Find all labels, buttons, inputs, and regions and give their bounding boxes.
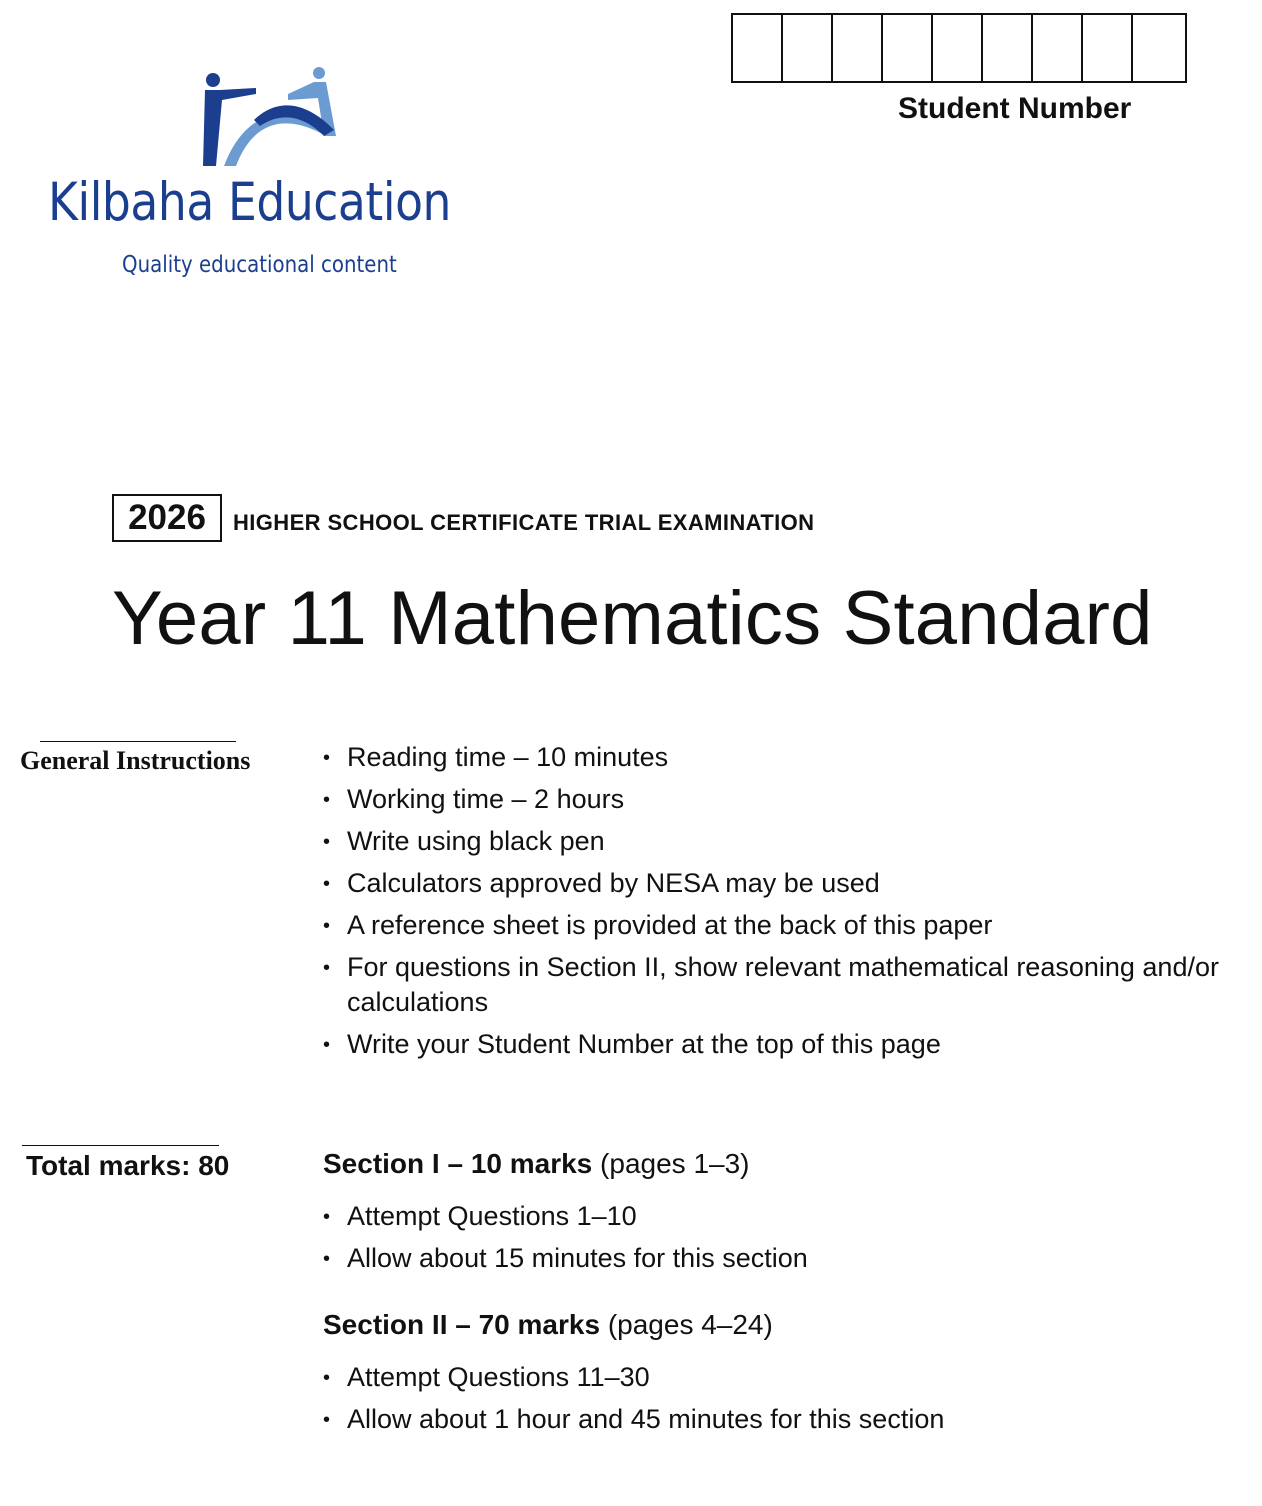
student-number-cell[interactable] bbox=[833, 15, 883, 81]
brand-name: Kilbaha Education bbox=[48, 172, 452, 233]
total-marks-label: Total marks: 80 bbox=[26, 1150, 230, 1181]
divider bbox=[22, 1145, 219, 1146]
exam-year: 2026 bbox=[112, 494, 222, 542]
section-2-pages: (pages 4–24) bbox=[600, 1309, 773, 1340]
brand-tagline: Quality educational content bbox=[122, 252, 397, 278]
student-number-cell[interactable] bbox=[933, 15, 983, 81]
student-number-cell[interactable] bbox=[1033, 15, 1083, 81]
divider bbox=[40, 741, 236, 742]
section-1-heading-bold: Section I – 10 marks bbox=[323, 1148, 593, 1179]
section-1-heading bbox=[323, 1148, 749, 1180]
section-2-list bbox=[323, 1360, 1223, 1444]
instruction-item: • For questions in Section II, show relevant mathematical reasoning and/or calculations bbox=[323, 950, 1223, 1022]
section-2-heading-bold: Section II – 70 marks bbox=[323, 1309, 601, 1340]
student-number-cell[interactable] bbox=[983, 15, 1033, 81]
section-2-item: • Attempt Questions 11–30 bbox=[323, 1360, 1223, 1396]
page-title: Year 11 Mathematics Standard bbox=[112, 576, 1153, 661]
general-instructions-label: General Instructions bbox=[20, 746, 251, 775]
general-instructions-list bbox=[323, 740, 1223, 1069]
student-number-boxes[interactable] bbox=[731, 13, 1187, 83]
section-1-list bbox=[323, 1199, 1223, 1283]
student-number-cell[interactable] bbox=[783, 15, 833, 81]
student-number-cell[interactable] bbox=[1133, 15, 1187, 81]
instruction-item: • Working time – 2 hours bbox=[323, 782, 1223, 818]
section-2-heading bbox=[323, 1309, 773, 1341]
section-1-pages: (pages 1–3) bbox=[592, 1148, 750, 1179]
instruction-item: • Write using black pen bbox=[323, 824, 1223, 860]
student-number-cell[interactable] bbox=[733, 15, 783, 81]
exam-type: HIGHER SCHOOL CERTIFICATE TRIAL EXAMINATION bbox=[233, 510, 815, 535]
student-number-cell[interactable] bbox=[1083, 15, 1133, 81]
student-number-label: Student Number bbox=[898, 92, 1132, 125]
instruction-item: • Write your Student Number at the top of this page bbox=[323, 1027, 1223, 1063]
kilbaha-logo-icon bbox=[196, 66, 346, 170]
section-1-item: • Attempt Questions 1–10 bbox=[323, 1199, 1223, 1235]
instruction-item: • Reading time – 10 minutes bbox=[323, 740, 1223, 776]
section-2-item: • Allow about 1 hour and 45 minutes for this section bbox=[323, 1402, 1223, 1438]
instruction-item: • A reference sheet is provided at the back of this paper bbox=[323, 908, 1223, 944]
student-number-cell[interactable] bbox=[883, 15, 933, 81]
instruction-item: • Calculators approved by NESA may be used bbox=[323, 866, 1223, 902]
section-1-item: • Allow about 15 minutes for this section bbox=[323, 1241, 1223, 1277]
